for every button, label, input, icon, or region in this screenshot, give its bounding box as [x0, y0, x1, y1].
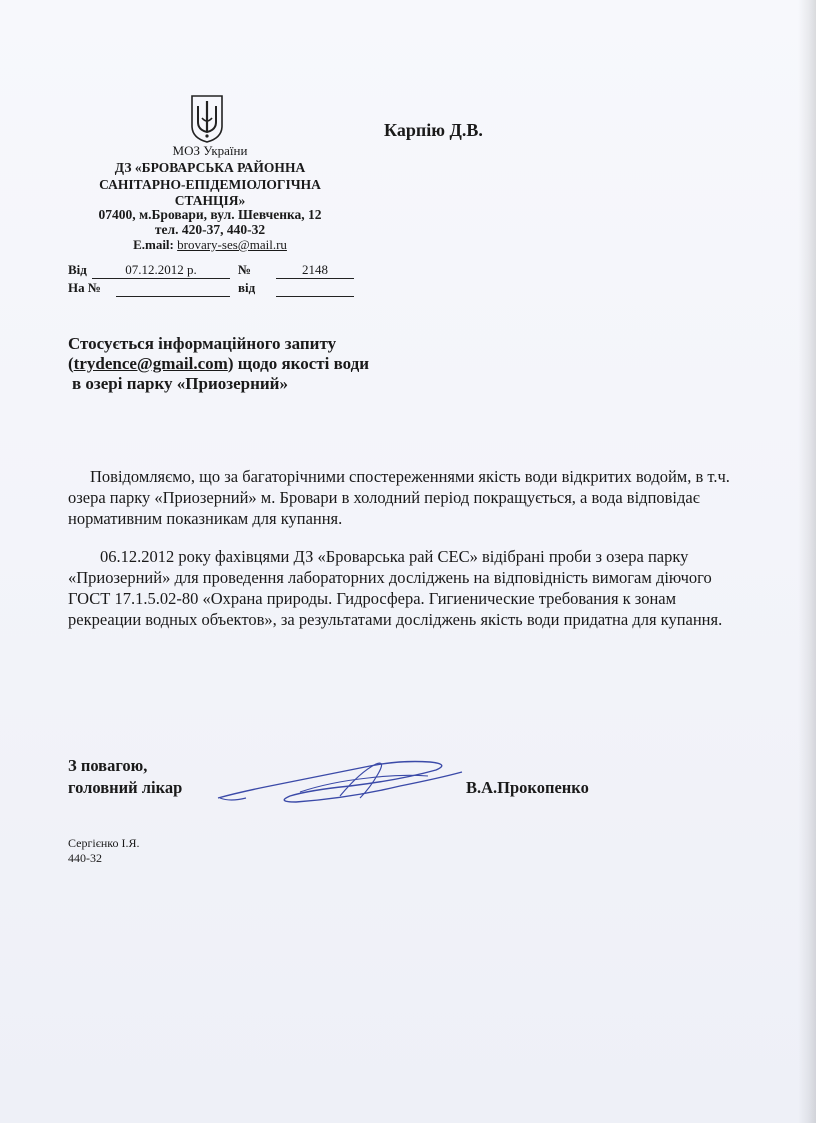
organization-address: 07400, м.Бровари, вул. Шевченка, 12	[98, 207, 322, 222]
scan-edge-shadow	[798, 0, 816, 1123]
body-paragraph-1-text: Повідомляємо, що за багаторічними спостереженнями якість води відкритих водойм, в т.ч. озера парку «Приозерний» м. Бровари в холодний період покращується, а вода відповідає нормативним показникам для купання.	[68, 467, 730, 528]
body-paragraph-1	[68, 466, 744, 529]
organization-email-row	[60, 236, 360, 253]
ref-label: На №	[68, 280, 101, 295]
subject-line2: (trydence@gmail.com) щодо якості води	[68, 354, 370, 373]
from-label: Від	[68, 262, 87, 277]
outgoing-number: 2148	[276, 262, 354, 279]
body-paragraph-2-text: 06.12.2012 року фахівцями ДЗ «Броварська рай СЕС» відібрані проби з озера парку «Приозерний» для проведення лабораторних досліджень на відповідність вимогам діючого ГОСТ 17.1.5.02-80 «Охрана природы. Гидросфера. Гигиенические требования к зонам рекреации водных объектов», за результатами досліджень якість води придатна для купання.	[68, 547, 723, 629]
executor-name: Сергієнко І.Я.	[68, 836, 140, 850]
ref-date	[276, 280, 354, 297]
recipient-name: Карпію Д.В.	[384, 120, 483, 140]
trident-coat-of-arms-icon	[190, 94, 224, 144]
outgoing-date: 07.12.2012 р.	[92, 262, 230, 279]
closing: З повагою,	[68, 756, 148, 775]
email-label: E.mail:	[133, 237, 174, 252]
ref-number	[116, 280, 230, 297]
organization-name-line2: САНІТАРНО-ЕПІДЕМІОЛОГІЧНА	[99, 177, 321, 192]
subject-line1: Стосується інформаційного запиту	[68, 334, 337, 353]
executor-phone: 440-32	[68, 851, 102, 865]
signatory-name: В.А.Прокопенко	[466, 778, 589, 797]
organization-phones: тел. 420-37, 440-32	[154, 222, 266, 237]
organization-name-line3: СТАНЦІЯ»	[174, 193, 246, 208]
organization-name-line1: ДЗ «БРОВАРСЬКА РАЙОННА	[114, 160, 306, 175]
subject-line3: в озері парку «Приозерний»	[72, 374, 288, 393]
number-label: №	[238, 262, 252, 277]
ministry-name: МОЗ України	[172, 143, 248, 158]
handwritten-signature	[200, 752, 470, 812]
body-paragraph-2	[68, 546, 744, 630]
signatory-position: головний лікар	[68, 778, 183, 797]
subject-email: trydence@gmail.com	[73, 354, 228, 373]
ref-from-label: від	[238, 280, 256, 295]
subject-line2-rest: щодо якості води	[233, 354, 370, 373]
organization-email: brovary-ses@mail.ru	[177, 237, 287, 252]
